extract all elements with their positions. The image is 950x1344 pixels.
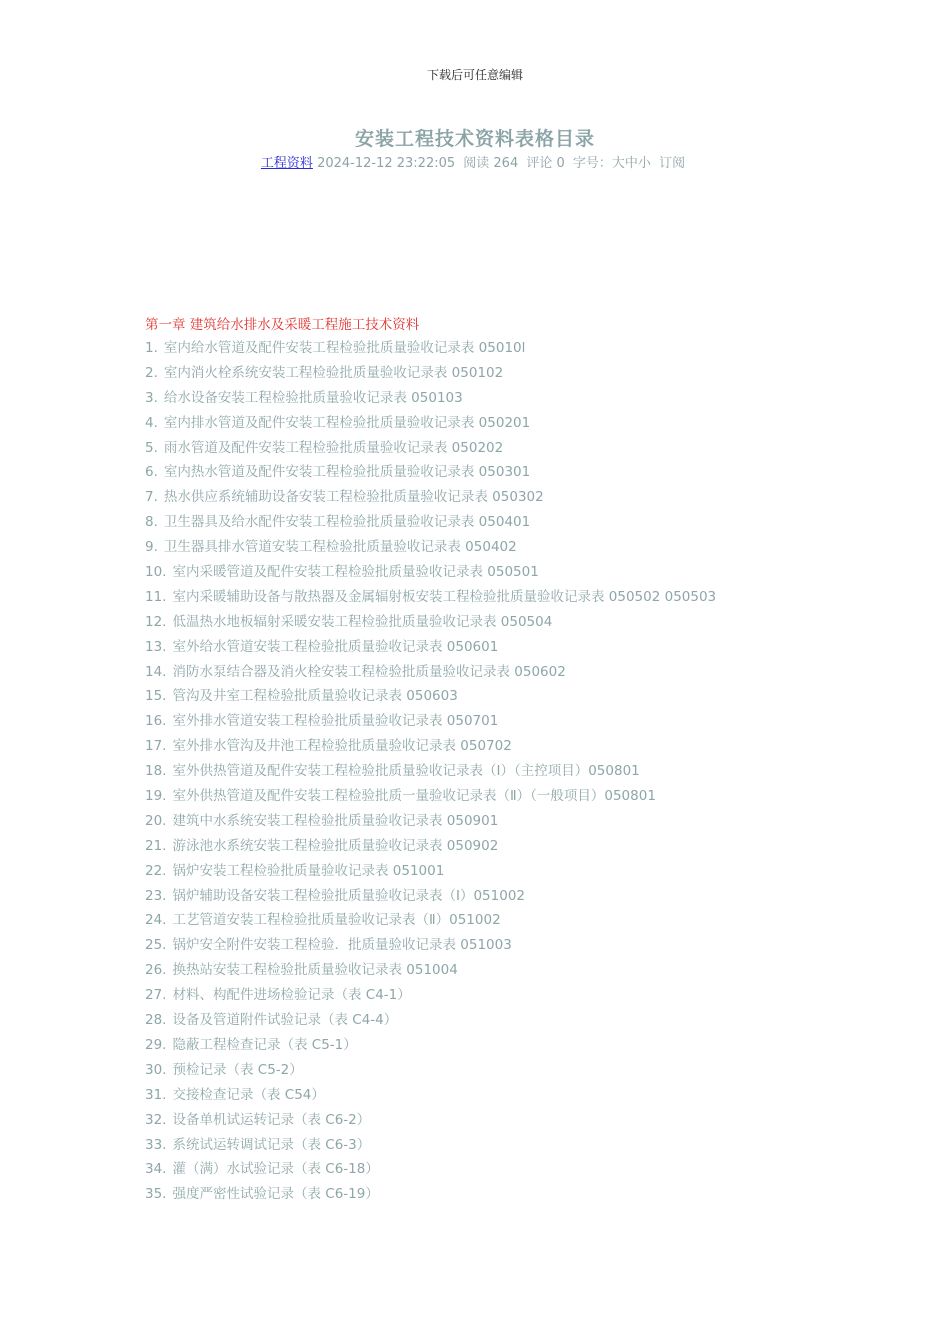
list-item [145, 386, 716, 411]
list-item [145, 709, 716, 734]
item-text: 室外给水管道安装工程检验批质量验收记录表 050601 [172, 638, 499, 655]
table-of-contents [145, 336, 716, 1207]
item-number: 30. [145, 1061, 167, 1078]
item-number: 34. [145, 1161, 167, 1178]
list-item [145, 535, 716, 560]
item-number: 29. [145, 1036, 167, 1053]
item-text: 低温热水地板辐射采暖安装工程检验批质量验收记录表 050504 [172, 613, 553, 630]
item-number: 4. [145, 414, 158, 431]
item-text: 设备单机试运转记录（表 C6-2） [172, 1111, 371, 1128]
item-number: 27. [145, 987, 167, 1004]
comment-count: 评论 0 [526, 156, 565, 171]
item-text: 室内给水管道及配件安装工程检验批质量验收记录表 05010l [163, 340, 526, 356]
download-note: 下载后可任意编辑 [426, 68, 523, 82]
list-item [145, 1157, 716, 1182]
item-text: 锅炉辅助设备安装工程检验批质量验收记录表（I）051002 [172, 887, 525, 904]
item-text: 灌（满）水试验记录（表 C6-18） [172, 1161, 379, 1178]
list-item [145, 908, 716, 933]
read-count: 阅读 264 [463, 156, 519, 171]
item-number: 8. [145, 514, 158, 531]
item-number: 3. [145, 389, 158, 406]
item-text: 室外排水管道安装工程检验批质量验收记录表 050701 [172, 713, 499, 730]
item-text: 室内采暖辅助设备与散热器及金属辐射板安装工程检验批质量验收记录表 050502 050503 [172, 588, 717, 605]
list-item [145, 1133, 716, 1158]
list-item [145, 834, 716, 859]
list-item [145, 759, 716, 784]
list-item [145, 983, 716, 1008]
item-number: 16. [145, 713, 167, 730]
item-text: 室外排水管沟及井池工程检验批质量验收记录表 050702 [172, 738, 512, 755]
item-number: 24. [145, 912, 167, 929]
list-item [145, 585, 716, 610]
item-text: 雨水管道及配件安装工程检验批质量验收记录表 050202 [163, 439, 504, 456]
list-item [145, 784, 716, 809]
item-number: 35. [145, 1186, 167, 1203]
item-number: 7. [145, 489, 158, 506]
list-item [145, 610, 716, 635]
item-text: 设备及管道附件试验记录（表 C4-4） [172, 1012, 398, 1029]
item-text: 材料、构配件进场检验记录（表 C4-1） [172, 987, 411, 1004]
item-text: 室内采暖管道及配件安装工程检验批质量验收记录表 050501 [172, 564, 539, 581]
item-number: 31. [145, 1086, 167, 1103]
item-text: 交接检查记录（表 C54） [172, 1086, 325, 1103]
item-text: 室外供热管道及配件安装工程检验批质一量验收记录表（Ⅱ）（一般项目）050801 [172, 788, 656, 805]
list-item [145, 660, 716, 685]
item-text: 系统试运转调试记录（表 C6-3） [172, 1136, 371, 1153]
item-number: 6. [145, 464, 158, 481]
list-item [145, 635, 716, 660]
item-number: 9. [145, 539, 158, 556]
item-text: 建筑中水系统安装工程检验批质量验收记录表 050901 [172, 812, 499, 829]
list-item [145, 411, 716, 436]
item-text: 工艺管道安装工程检验批质量验收记录表（Ⅱ）051002 [172, 912, 501, 929]
item-number: 28. [145, 1012, 167, 1029]
list-item [145, 1008, 716, 1033]
list-item [145, 1108, 716, 1133]
item-number: 5. [145, 439, 158, 456]
subscribe-link[interactable]: 订阅 [659, 156, 686, 171]
list-item [145, 884, 716, 909]
item-text: 强度严密性试验记录（表 C6-19） [172, 1186, 379, 1203]
list-item [145, 734, 716, 759]
list-item [145, 1083, 716, 1108]
item-text: 热水供应系统辅助设备安装工程检验批质量验收记录表 050302 [163, 489, 544, 506]
list-item [145, 460, 716, 485]
item-text: 锅炉安装工程检验批质量验收记录表 051001 [172, 862, 445, 879]
item-text: 卫生器具及给水配件安装工程检验批质量验收记录表 050401 [163, 514, 531, 531]
item-number: 18. [145, 763, 167, 780]
item-text: 室外供热管道及配件安装工程检验批质量验收记录表（I）（主控项目）050801 [172, 763, 640, 780]
item-number: 2. [145, 364, 158, 381]
item-text: 锅炉安全附件安装工程检验．批质量验收记录表 051003 [172, 937, 512, 954]
category-link[interactable]: 工程资料 [260, 156, 313, 171]
item-number: 13. [145, 638, 167, 655]
item-number: 32. [145, 1111, 167, 1128]
item-text: 给水设备安装工程检验批质量验收记录表 050103 [163, 389, 463, 406]
item-text: 隐蔽工程检查记录（表 C5-1） [172, 1036, 357, 1053]
font-size-control[interactable]: 字号：大中小 [572, 156, 651, 171]
item-number: 19. [145, 788, 167, 805]
item-number: 20. [145, 812, 167, 829]
list-item [145, 809, 716, 834]
list-item [145, 510, 716, 535]
item-number: 10. [145, 564, 167, 581]
article-meta [0, 152, 950, 171]
item-number: 11. [145, 588, 167, 605]
list-item [145, 859, 716, 884]
item-number: 12. [145, 613, 167, 630]
item-number: 17. [145, 738, 167, 755]
item-text: 室内排水管道及配件安装工程检验批质量验收记录表 050201 [163, 414, 531, 431]
list-item [145, 958, 716, 983]
publish-datetime: 2024-12-12 23:22:05 [317, 156, 456, 171]
item-number: 21. [145, 837, 167, 854]
item-text: 换热站安装工程检验批质量验收记录表 051004 [172, 962, 458, 979]
list-item [145, 1058, 716, 1083]
list-item [145, 336, 716, 361]
item-number: 14. [145, 663, 167, 680]
list-item [145, 436, 716, 461]
item-text: 室内消火栓系统安装工程检验批质量验收记录表 050102 [163, 364, 504, 381]
list-item [145, 1182, 716, 1207]
page-title: 安装工程技术资料表格目录 [354, 128, 595, 150]
item-number: 15. [145, 688, 167, 705]
item-text: 室内热水管道及配件安装工程检验批质量验收记录表 050301 [163, 464, 531, 481]
list-item [145, 560, 716, 585]
item-text: 管沟及井室工程检验批质量验收记录表 050603 [172, 688, 458, 705]
item-number: 23. [145, 887, 167, 904]
item-number: 1. [145, 340, 158, 356]
item-number: 22. [145, 862, 167, 879]
item-text: 游泳池水系统安装工程检验批质量验收记录表 050902 [172, 837, 499, 854]
list-item [145, 361, 716, 386]
chapter-heading: 第一章 建筑给水排水及采暖工程施工技术资料 [145, 317, 420, 333]
item-text: 预检记录（表 C5-2） [172, 1061, 303, 1078]
item-number: 25. [145, 937, 167, 954]
list-item [145, 684, 716, 709]
list-item [145, 485, 716, 510]
item-number: 33. [145, 1136, 167, 1153]
item-number: 26. [145, 962, 167, 979]
list-item [145, 1033, 716, 1058]
item-text: 消防水泵结合器及消火栓安装工程检验批质量验收记录表 050602 [172, 663, 566, 680]
list-item [145, 933, 716, 958]
item-text: 卫生器具排水管道安装工程检验批质量验收记录表 050402 [163, 539, 517, 556]
